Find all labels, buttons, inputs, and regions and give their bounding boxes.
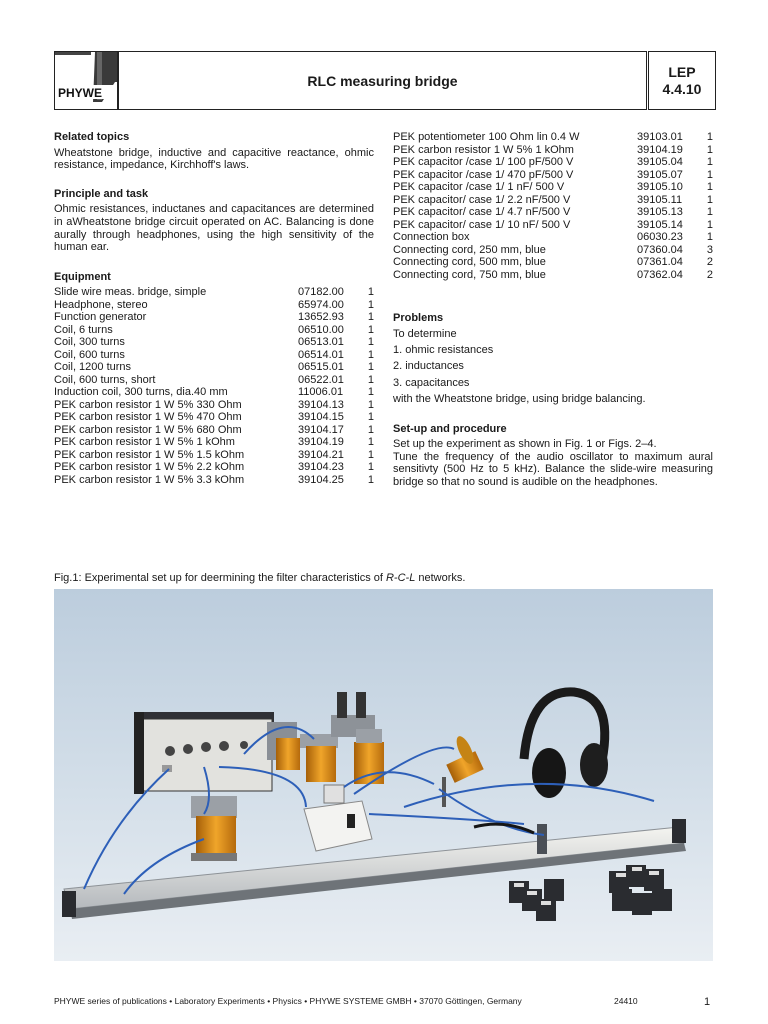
equipment-qty: 1 bbox=[706, 131, 713, 143]
figure-caption bbox=[54, 572, 465, 584]
equipment-item bbox=[54, 311, 374, 324]
equipment-name: PEK capacitor/ case 1/ 10 nF/ 500 V bbox=[393, 218, 571, 231]
equipment-name: Headphone, stereo bbox=[54, 298, 148, 311]
problem-item: 3. capacitances bbox=[393, 376, 470, 389]
equipment-qty: 1 bbox=[367, 286, 374, 299]
equipment-item bbox=[54, 286, 374, 299]
equipment-name: Slide wire meas. bridge, simple bbox=[54, 286, 207, 299]
equipment-name: PEK capacitor/ case 1/ 4.7 nF/500 V bbox=[393, 206, 571, 218]
equipment-qty: 1 bbox=[706, 206, 713, 218]
logo-text: PHYWE bbox=[58, 86, 103, 100]
equipment-qty: 1 bbox=[367, 336, 374, 349]
related-topics-text: Wheatstone bridge, inductive and capacitive reactance, ohmic resistance, impedance, Kirchhoff's laws. bbox=[54, 146, 374, 172]
equipment-item bbox=[54, 361, 374, 374]
experiment-photo bbox=[54, 589, 713, 961]
left-column bbox=[54, 131, 374, 486]
equipment-qty: 1 bbox=[367, 348, 374, 361]
equipment-qty: 1 bbox=[367, 436, 374, 449]
equipment-item bbox=[54, 461, 374, 474]
equipment-code: 06515.01 bbox=[298, 361, 344, 374]
page-title: RLC measuring bridge bbox=[307, 72, 458, 89]
equipment-code: 11006.01 bbox=[298, 386, 344, 399]
title-box bbox=[118, 51, 647, 110]
equipment-item bbox=[54, 299, 374, 312]
equipment-name: PEK carbon resistor 1 W 5% 1 kOhm bbox=[393, 143, 574, 156]
equipment-code: 39105.07 bbox=[637, 168, 683, 181]
equipment-qty: 1 bbox=[367, 423, 374, 436]
equipment-item bbox=[54, 474, 374, 487]
equipment-name: PEK carbon resistor 1 W 5% 680 Ohm bbox=[54, 423, 242, 436]
problems-outro: with the Wheatstone bridge, using bridge balancing. bbox=[393, 393, 646, 406]
problem-item: 2. inductances bbox=[393, 360, 464, 373]
equipment-qty: 1 bbox=[367, 323, 374, 336]
problems-intro: To determine bbox=[393, 327, 457, 340]
equipment-code: 39104.13 bbox=[298, 398, 344, 411]
equipment-qty: 1 bbox=[367, 311, 374, 324]
equipment-item bbox=[393, 244, 713, 257]
equipment-item bbox=[54, 436, 374, 449]
equipment-code: 39104.17 bbox=[298, 423, 344, 436]
equipment-code: 39104.25 bbox=[298, 473, 344, 486]
equipment-code: 39104.21 bbox=[298, 448, 344, 461]
problem-item: 1. ohmic resistances bbox=[393, 343, 494, 356]
principle-text: Ohmic resistances, inductanes and capacitances are determined in aWheatstone bridge circuit operated on AC. Balancing is done aurally through headphones, using the high sensitivity of the human ear. bbox=[54, 203, 374, 254]
equipment-qty: 1 bbox=[706, 156, 713, 168]
equipment-name: Connecting cord, 500 mm, blue bbox=[393, 256, 546, 268]
equipment-name: PEK carbon resistor 1 W 5% 1.5 kOhm bbox=[54, 448, 245, 461]
equipment-code: 06513.01 bbox=[298, 336, 344, 349]
equipment-qty: 1 bbox=[367, 398, 374, 411]
coil-front bbox=[191, 796, 237, 861]
equipment-code: 06030.23 bbox=[637, 231, 683, 243]
equipment-item bbox=[54, 449, 374, 462]
equipment-qty: 1 bbox=[706, 193, 713, 206]
phywe-logo-icon bbox=[55, 52, 117, 109]
equipment-qty: 1 bbox=[367, 461, 374, 474]
lep-label: LEP bbox=[668, 63, 696, 80]
equipment-name: Connection box bbox=[393, 231, 470, 243]
experiment-setup-illustration bbox=[54, 589, 713, 961]
equipment-code: 07182.00 bbox=[298, 286, 344, 299]
equipment-item bbox=[393, 181, 713, 194]
equipment-list-left bbox=[54, 286, 374, 486]
equipment-name: PEK carbon resistor 1 W 5% 1 kOhm bbox=[54, 436, 235, 449]
equipment-qty: 1 bbox=[706, 181, 713, 193]
equipment-item bbox=[54, 349, 374, 362]
caption-italic: R-C-L bbox=[385, 572, 416, 584]
lep-box bbox=[648, 51, 716, 110]
equipment-name: PEK capacitor /case 1/ 1 nF/ 500 V bbox=[393, 181, 565, 193]
equipment-name: Coil, 300 turns bbox=[54, 336, 125, 349]
equipment-item bbox=[54, 424, 374, 437]
equipment-name: PEK carbon resistor 1 W 5% 330 Ohm bbox=[54, 398, 242, 411]
equipment-item bbox=[54, 411, 374, 424]
equipment-item bbox=[393, 131, 713, 144]
equipment-item bbox=[54, 386, 374, 399]
equipment-code: 07362.04 bbox=[637, 268, 683, 281]
caption-suffix: networks. bbox=[415, 572, 466, 584]
equipment-qty: 1 bbox=[367, 448, 374, 461]
equipment-code: 07361.04 bbox=[637, 256, 683, 268]
equipment-item bbox=[54, 399, 374, 412]
lep-number: 4.4.10 bbox=[662, 80, 702, 97]
equipment-item bbox=[393, 256, 713, 269]
equipment-code: 39105.04 bbox=[637, 156, 683, 168]
equipment-name: PEK carbon resistor 1 W 5% 3.3 kOhm bbox=[54, 473, 245, 486]
equipment-qty: 1 bbox=[706, 143, 713, 156]
right-column bbox=[393, 131, 713, 489]
equipment-heading: Equipment bbox=[54, 270, 111, 283]
equipment-qty: 1 bbox=[367, 386, 374, 399]
equipment-code: 39104.15 bbox=[298, 411, 344, 424]
footer-code: 24410 bbox=[614, 996, 638, 1006]
caption-prefix: Fig.1: Experimental set up for deermining the filter characteristics of bbox=[54, 572, 386, 584]
equipment-item bbox=[393, 144, 713, 157]
equipment-code: 39105.10 bbox=[637, 181, 683, 193]
equipment-qty: 1 bbox=[706, 168, 713, 181]
equipment-qty: 1 bbox=[367, 411, 374, 424]
equipment-code: 39105.11 bbox=[637, 193, 683, 206]
problems-heading: Problems bbox=[393, 312, 444, 324]
equipment-qty: 1 bbox=[367, 473, 374, 486]
equipment-code: 06510.00 bbox=[298, 323, 344, 336]
equipment-code: 06514.01 bbox=[298, 348, 344, 361]
equipment-name: Induction coil, 300 turns, dia.40 mm bbox=[54, 386, 228, 399]
equipment-name: Coil, 6 turns bbox=[54, 323, 113, 336]
equipment-code: 39103.01 bbox=[637, 131, 683, 143]
setup-text-2: Tune the frequency of the audio oscillator to maximum aural sensitivty (500 Hz to 5 kHz). Balance the slide-wire measuring bridge so that no sound is audible on the headphones. bbox=[393, 450, 713, 488]
equipment-name: Connecting cord, 750 mm, blue bbox=[393, 268, 546, 281]
equipment-code: 39104.19 bbox=[637, 143, 683, 156]
equipment-code: 39105.13 bbox=[637, 206, 683, 218]
equipment-qty: 3 bbox=[706, 243, 713, 256]
equipment-name: PEK capacitor /case 1/ 470 pF/500 V bbox=[393, 168, 574, 181]
equipment-code: 39104.23 bbox=[298, 461, 344, 474]
equipment-code: 65974.00 bbox=[298, 298, 344, 311]
equipment-code: 39105.14 bbox=[637, 218, 683, 231]
related-topics-heading: Related topics bbox=[54, 131, 130, 143]
equipment-qty: 1 bbox=[367, 298, 374, 311]
equipment-name: PEK capacitor/ case 1/ 2.2 nF/500 V bbox=[393, 193, 571, 206]
equipment-qty: 1 bbox=[367, 361, 374, 374]
equipment-name: Connecting cord, 250 mm, blue bbox=[393, 243, 546, 256]
equipment-name: Coil, 600 turns bbox=[54, 348, 125, 361]
equipment-name: PEK potentiometer 100 Ohm lin 0.4 W bbox=[393, 131, 580, 143]
equipment-code: 39104.19 bbox=[298, 436, 344, 449]
equipment-name: Coil, 600 turns, short bbox=[54, 373, 156, 386]
equipment-item bbox=[54, 374, 374, 387]
equipment-item bbox=[393, 156, 713, 169]
equipment-item bbox=[393, 231, 713, 244]
equipment-item bbox=[393, 269, 713, 282]
equipment-item bbox=[393, 194, 713, 207]
equipment-item bbox=[393, 169, 713, 182]
setup-text-1: Set up the experiment as shown in Fig. 1 or Figs. 2–4. bbox=[393, 438, 657, 451]
equipment-item bbox=[54, 324, 374, 337]
equipment-qty: 2 bbox=[706, 256, 713, 268]
equipment-item bbox=[393, 206, 713, 219]
equipment-code: 06522.01 bbox=[298, 373, 344, 386]
footer-text: PHYWE series of publications • Laboratory Experiments • Physics • PHYWE SYSTEME GMBH • 37070 Göttingen, Germany bbox=[54, 996, 522, 1006]
equipment-qty: 1 bbox=[706, 231, 713, 243]
equipment-name: Coil, 1200 turns bbox=[54, 361, 132, 374]
equipment-item bbox=[54, 336, 374, 349]
setup-heading: Set-up and procedure bbox=[393, 422, 507, 435]
equipment-qty: 1 bbox=[367, 373, 374, 386]
equipment-qty: 2 bbox=[706, 268, 713, 281]
equipment-item bbox=[393, 219, 713, 232]
equipment-code: 07360.04 bbox=[637, 243, 683, 256]
phywe-logo bbox=[54, 51, 118, 110]
equipment-name: PEK carbon resistor 1 W 5% 2.2 kOhm bbox=[54, 461, 245, 474]
equipment-list-right bbox=[393, 131, 713, 281]
equipment-name: Function generator bbox=[54, 311, 147, 324]
page-number: 1 bbox=[704, 996, 711, 1008]
equipment-code: 13652.93 bbox=[298, 311, 344, 324]
equipment-name: PEK capacitor /case 1/ 100 pF/500 V bbox=[393, 156, 574, 168]
equipment-name: PEK carbon resistor 1 W 5% 470 Ohm bbox=[54, 411, 242, 424]
principle-heading: Principle and task bbox=[54, 187, 149, 200]
equipment-qty: 1 bbox=[706, 218, 713, 231]
